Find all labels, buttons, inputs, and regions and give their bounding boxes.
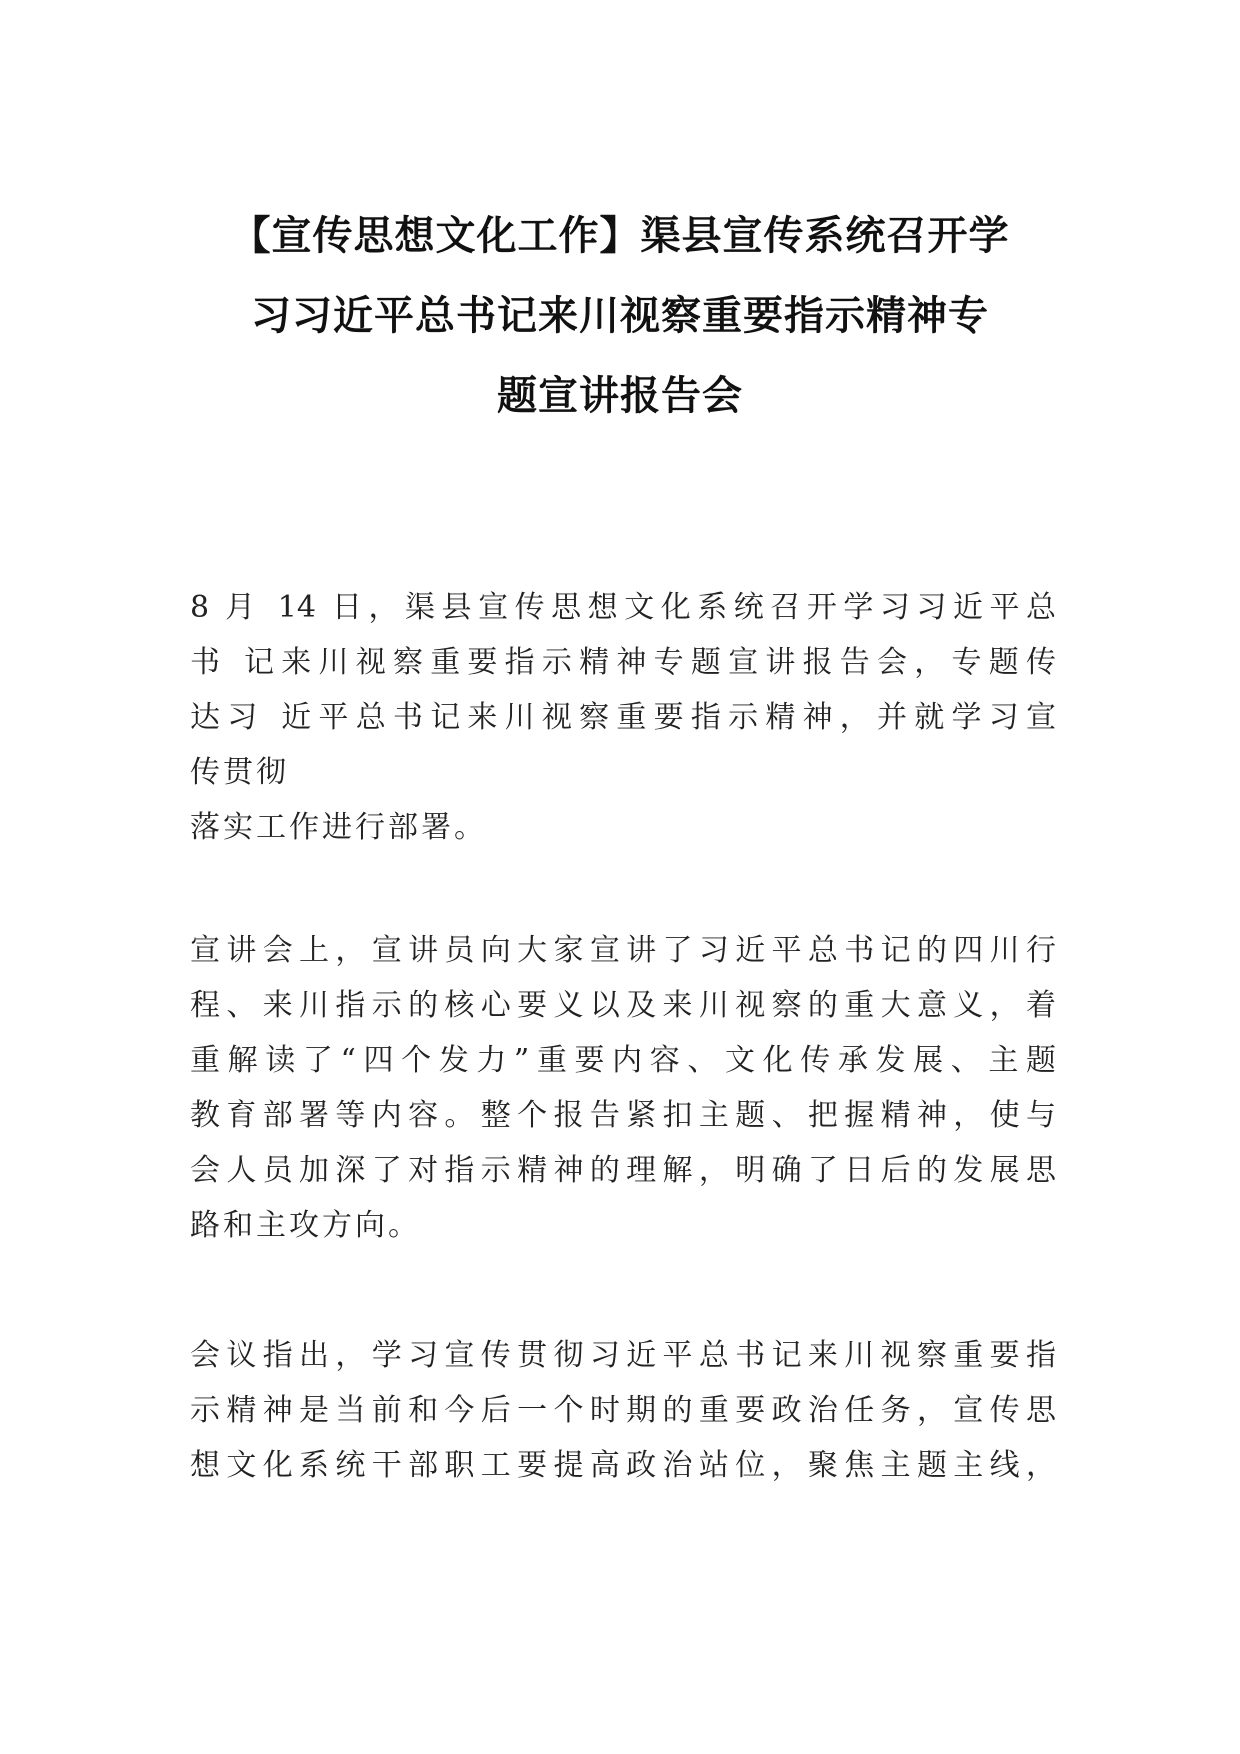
paragraph-line: 落实工作进行部署。 <box>190 810 487 845</box>
paragraph-line: 教育部署等内容。整个报告紧扣主题、把握精神，使与 <box>190 1098 1056 1133</box>
paragraph-line: 8 月 14 日，渠县宣传思想文化系统召开学习习近平总 <box>190 590 1056 625</box>
paragraph-line: 示精神是当前和今后一个时期的重要政治任务，宣传思 <box>190 1393 1056 1428</box>
paragraph-line: 达习 近平总书记来川视察重要指示精神，并就学习宣 <box>190 700 1056 735</box>
paragraph-line: 重解读了“四个发力”重要内容、文化传承发展、主题 <box>190 1043 1056 1078</box>
paragraph-line: 会议指出，学习宣传贯彻习近平总书记来川视察重要指 <box>190 1338 1056 1373</box>
paragraph-line: 传贯彻 <box>190 755 289 790</box>
paragraph-line: 程、来川指示的核心要义以及来川视察的重大意义，着 <box>190 988 1056 1023</box>
paragraph-line: 会人员加深了对指示精神的理解，明确了日后的发展思 <box>190 1153 1056 1188</box>
paragraph <box>190 923 1056 1253</box>
paragraph-line: 路和主攻方向。 <box>190 1208 421 1243</box>
title-line: 习习近平总书记来川视察重要指示精神专 <box>251 293 989 339</box>
document-title <box>160 196 1080 436</box>
title-line: 【宣传思想文化工作】渠县宣传系统召开学 <box>230 213 1010 259</box>
title-line: 题宣讲报告会 <box>497 373 743 419</box>
paragraph-line: 宣讲会上，宣讲员向大家宣讲了习近平总书记的四川行 <box>190 933 1056 968</box>
paragraph-line: 书 记来川视察重要指示精神专题宣讲报告会，专题传 <box>190 645 1056 680</box>
paragraph <box>190 580 1056 855</box>
paragraph <box>190 1328 1056 1493</box>
paragraph-line: 想文化系统干部职工要提高政治站位，聚焦主题主线， <box>190 1448 1056 1483</box>
